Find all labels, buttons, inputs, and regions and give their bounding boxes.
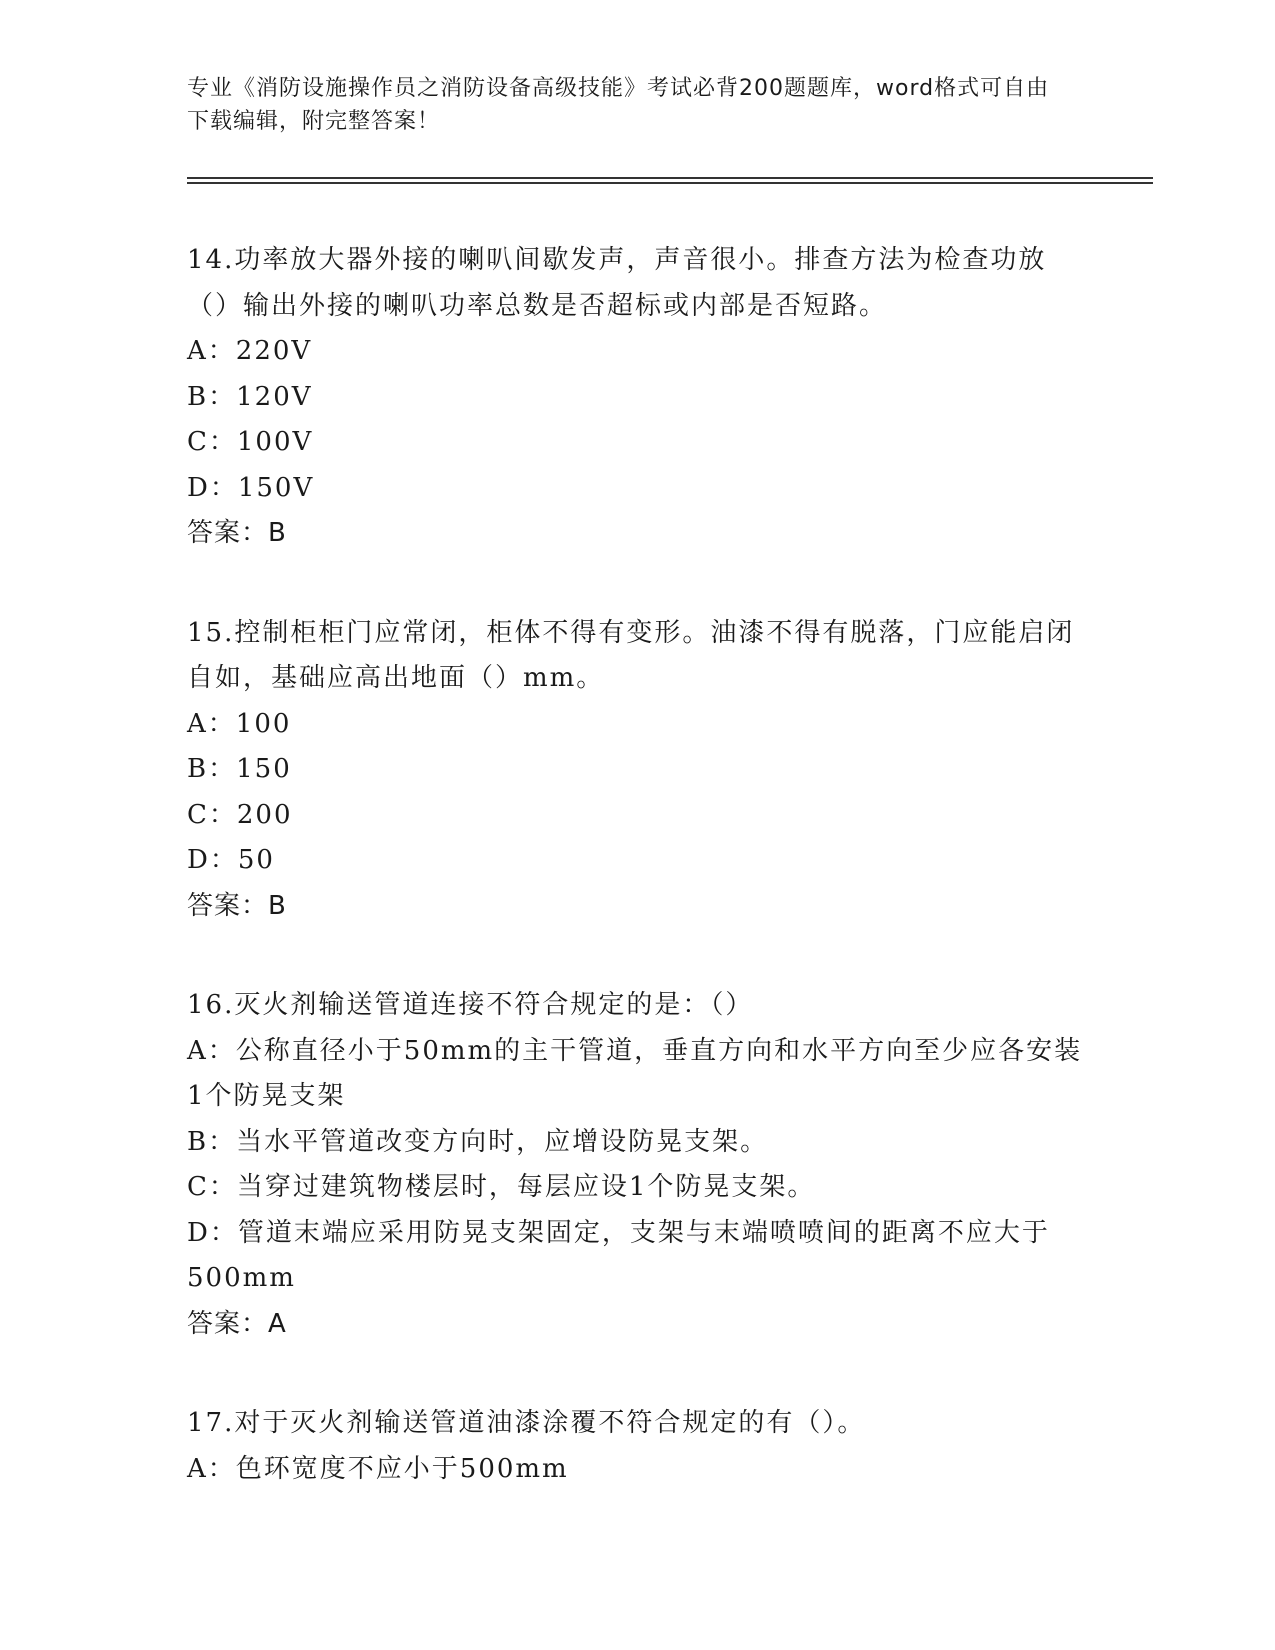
answer-line: 答案：B xyxy=(187,890,287,921)
option-d: D：管道末端应采用防晃支架固定，支架与末端喷喷间的距离不应大于500mm xyxy=(187,1217,1050,1293)
option-c: C：200 xyxy=(187,799,293,830)
option-d: D：50 xyxy=(187,845,275,875)
header-divider xyxy=(187,177,1153,183)
divider-line-top xyxy=(187,177,1153,179)
divider-line-bottom xyxy=(187,182,1153,184)
question-17 xyxy=(187,1401,1087,1492)
question-stem: 16.灭火剂输送管道连接不符合规定的是：（） xyxy=(187,990,754,1020)
answer-line: 答案：A xyxy=(187,1308,287,1339)
option-b: B：当水平管道改变方向时，应增设防晃支架。 xyxy=(187,1126,769,1157)
question-stem: 15.控制柜柜门应常闭，柜体不得有变形。油漆不得有脱落，门应能启闭自如，基础应高出地面（）mm。 xyxy=(187,617,1075,693)
option-a: A：220V xyxy=(187,336,313,366)
question-stem: 14.功率放大器外接的喇叭间歇发声，声音很小。排查方法为检查功放（）输出外接的喇叭功率总数是否超标或内部是否短路。 xyxy=(187,245,1047,321)
option-c: C：当穿过建筑物楼层时，每层应设1个防晃支架。 xyxy=(187,1172,816,1202)
question-14 xyxy=(187,238,1087,557)
option-a: A：100 xyxy=(187,708,292,739)
option-a: A：色环宽度不应小于500mm xyxy=(187,1453,569,1484)
option-c: C：100V xyxy=(187,427,314,457)
question-list xyxy=(187,238,1087,1546)
option-d: D：150V xyxy=(187,472,315,503)
question-16 xyxy=(187,983,1087,1347)
option-a: A：公称直径小于50mm的主干管道，垂直方向和水平方向至少应各安装1个防晃支架 xyxy=(187,1035,1083,1111)
option-b: B：120V xyxy=(187,381,313,412)
option-b: B：150 xyxy=(187,754,292,784)
question-stem: 17.对于灭火剂输送管道油漆涂覆不符合规定的有（）。 xyxy=(187,1408,866,1438)
document-header: 专业《消防设施操作员之消防设备高级技能》考试必背200题题库，word格式可自由下载编辑，附完整答案！ xyxy=(187,76,1050,134)
question-15 xyxy=(187,611,1087,930)
answer-line: 答案：B xyxy=(187,518,287,548)
